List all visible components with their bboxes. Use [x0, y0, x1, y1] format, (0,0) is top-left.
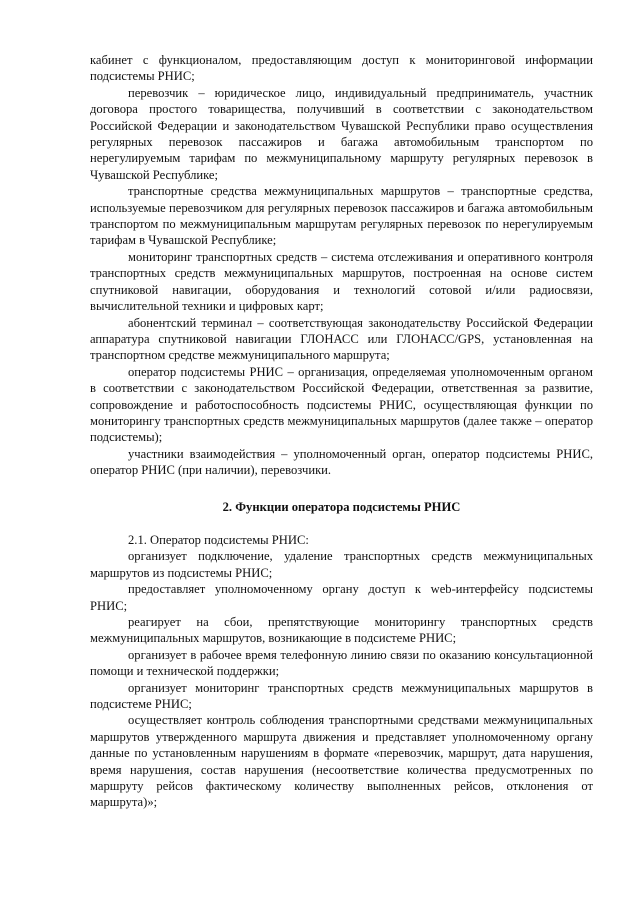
paragraph: мониторинг транспортных средств – система отслеживания и оперативного контроля транспортных средств межмуниципальных маршрутов, построенная на основе систем спутниковой навигации, оборудования и технологий сотовой и/или радиосвязи, вычислительной техники и цифровых карт; — [90, 249, 593, 314]
paragraph: участники взаимодействия – уполномоченный орган, оператор подсистемы РНИС, оператор РНИС (при наличии), перевозчики. — [90, 446, 593, 478]
paragraph: осуществляет контроль соблюдения транспортными средствами межмуниципальных маршрутов утвержденного маршрута движения и представляет уполномоченному органу данные по установленным нарушениям в формате «перевозчик, маршрут, дата нарушения, время нарушения, состав нарушения (несоответствие количества предусмотренных по маршруту рейсов фактическому количеству выполненных рейсов, отклонения от маршрута)»; — [90, 713, 593, 810]
paragraph: организует в рабочее время телефонную линию связи по оказанию консультационной помощи и технической поддержки; — [90, 647, 593, 679]
paragraph: 2.1. Оператор подсистемы РНИС: — [128, 532, 309, 547]
paragraph: организует мониторинг транспортных средств межмуниципальных маршрутов в подсистеме РНИС; — [90, 680, 593, 712]
paragraph: абонентский терминал – соответствующая законодательству Российской Федерации аппаратура спутниковой навигации ГЛОНАСС или ГЛОНАСС/GPS, установленная на транспортном средстве межмуниципального маршрута; — [90, 315, 593, 363]
paragraph: транспортные средства межмуниципальных маршрутов – транспортные средства, используемые перевозчиком для регулярных перевозок пассажиров и багажа автомобильным транспортом по межмуниципальным маршрутам регулярных перевозок по нерегулируемым тарифам в Чувашской Республике; — [90, 184, 593, 248]
paragraph: предоставляет уполномоченному органу доступ к web-интерфейсу подсистемы РНИС; — [90, 582, 593, 613]
paragraph: кабинет с функционалом, предоставляющим доступ к мониторинговой информации подсистемы РНИС; — [90, 53, 593, 84]
paragraph: перевозчик – юридическое лицо, индивидуальный предприниматель, участник договора простого товарищества, получивший в соответствии с законодательством Российской Федерации и законодательством Чувашской Республики право осуществления регулярных перевозок пассажиров и багажа автомобильным транспортом по нерегулируемым тарифам по межмуниципальному маршруту регулярных перевозок в Чувашской Республике; — [90, 85, 593, 182]
section-heading: 2. Функции оператора подсистемы РНИС — [222, 499, 461, 514]
paragraph: реагирует на сбои, препятствующие мониторингу транспортных средств межмуниципальных маршрутов, возникающие в подсистеме РНИС; — [90, 615, 593, 646]
paragraph: оператор подсистемы РНИС – организация, определяемая уполномоченным органом в соответствии с законодательством Российской Федерации, ответственная за развитие, сопровождение и работоспособность подсистемы РНИС, осуществляющая функции по мониторингу транспортных средств межмуниципальных маршрутов (далее также – оператор подсистемы); — [90, 364, 593, 445]
paragraph: организует подключение, удаление транспортных средств межмуниципальных маршрутов из подсистемы РНИС; — [90, 549, 593, 580]
